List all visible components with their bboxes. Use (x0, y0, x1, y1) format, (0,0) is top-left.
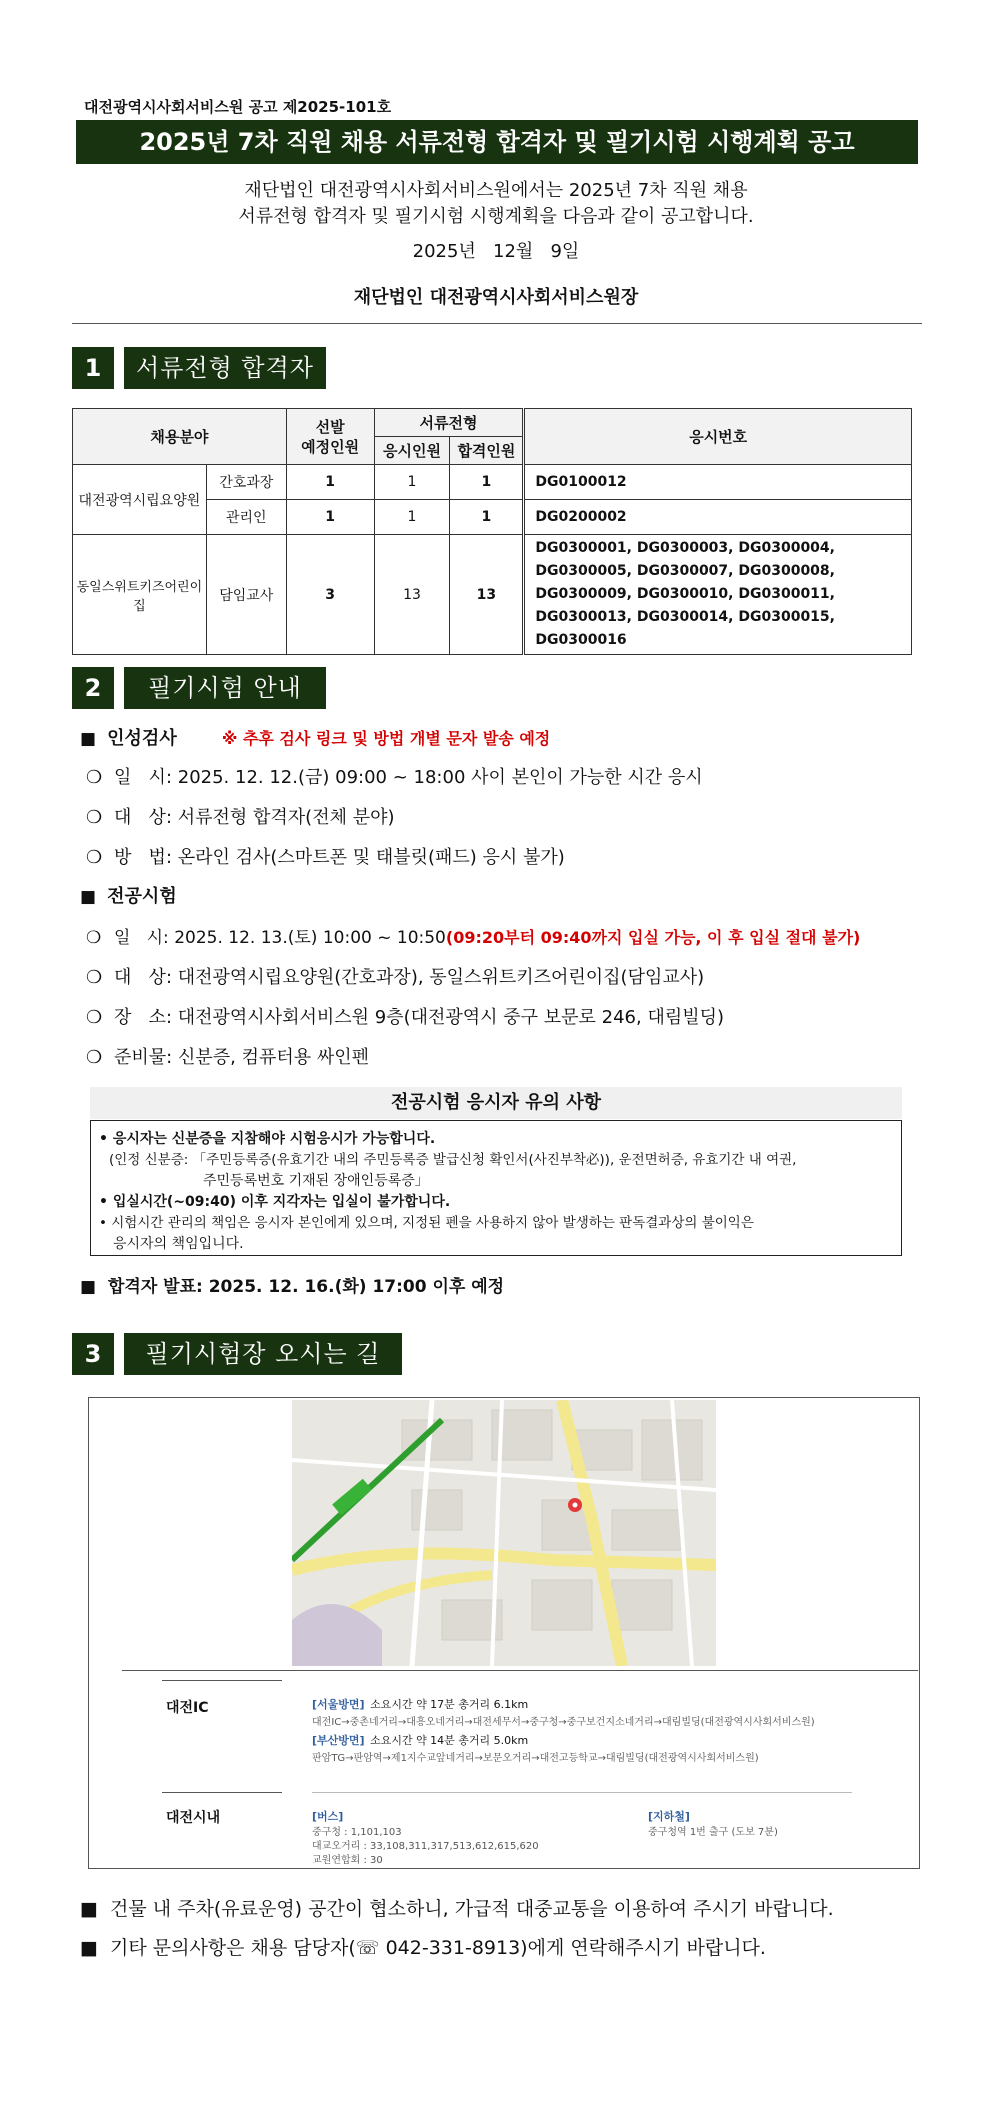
square-bullet-icon: ■ (80, 1937, 98, 1959)
seoul-direction: [서울방면] 소요시간 약 17분 총거리 6.1km (312, 1698, 529, 1711)
cell-planned: 3 (286, 535, 374, 655)
major-items: 신분증, 컴퓨터용 싸인펜 (177, 1047, 370, 1068)
bus-label: [버스] (312, 1810, 344, 1823)
caution-line-6: 응시자의 책임입니다. (113, 1236, 244, 1252)
circle-bullet-icon: ❍ (86, 807, 103, 828)
section-3-number: 3 (72, 1333, 114, 1375)
announce-text: 합격자 발표: 2025. 12. 16.(화) 17:00 이후 예정 (107, 1277, 505, 1297)
section-2-number: 2 (72, 667, 114, 709)
section-1-number: 1 (72, 347, 114, 389)
notice-date: 2025년 12월 9일 (412, 241, 580, 262)
page-title: 2025년 7차 직원 채용 서류전형 합격자 및 필기시험 시행계획 공고 (76, 120, 918, 164)
header-ids: 응시번호 (524, 409, 912, 465)
intro-line-2: 서류전형 합격자 및 필기시험 시행계획을 다음과 같이 공고합니다. (238, 206, 754, 227)
aptitude-method: 온라인 검사(스마트폰 및 태블릿(패드) 응시 불가) (177, 847, 565, 868)
cell-passed: 1 (450, 465, 524, 500)
cell-org: 대전광역시립요양원 (73, 465, 207, 535)
header-field: 채용분야 (73, 409, 287, 465)
footer-parking: ■ 건물 내 주차(유료운영) 공간이 협소하니, 가급적 대중교통을 이용하여 주시기 바랍니다. (80, 1898, 834, 1920)
signer: 재단법인 대전광역시사회서비스원장 (353, 287, 639, 308)
cell-job: 간호과장 (206, 465, 286, 500)
bus-line-2: 대교오거리 : 33,108,311,317,513,612,615,620 (312, 1841, 539, 1852)
cell-applicants: 13 (374, 535, 450, 655)
bus-line-1: 중구청 : 1,101,103 (312, 1827, 402, 1838)
section-1-title: 서류전형 합격자 (124, 347, 326, 389)
cell-job: 관리인 (206, 500, 286, 535)
caution-line-4: • 입실시간(~09:40) 이후 지각자는 입실이 불가합니다. (99, 1194, 451, 1210)
subway-label: [지하철] (648, 1810, 690, 1823)
circle-bullet-icon: ❍ (86, 1007, 103, 1028)
announce-line (80, 1272, 504, 1297)
header-applicants: 응시인원 (374, 437, 450, 465)
cell-ids: DG0100012 (524, 465, 912, 500)
bus-line-3: 교원연합회 : 30 (312, 1855, 383, 1866)
divider (162, 1792, 282, 1793)
footer-contact: ■ 기타 문의사항은 채용 담당자(☏ 042-331-8913)에게 연락해주시기 바랍니다. (80, 1937, 766, 1959)
major-date-warning: (09:20부터 09:40까지 입실 가능, 이 후 입실 절대 불가) (445, 928, 861, 947)
cell-org: 동일스위트키즈어린이집 (73, 535, 207, 655)
major-heading (80, 882, 177, 908)
cell-planned: 1 (286, 500, 374, 535)
caution-line-3: 주민등록번호 기재된 장애인등록증」 (203, 1173, 429, 1189)
cell-applicants: 1 (374, 500, 450, 535)
major-date-line: ❍ 일 시: 2025. 12. 13.(토) 10:00 ~ 10:50(09:20부터 09:40까지 입실 가능, 이 후 입실 절대 불가) (86, 928, 861, 948)
circle-bullet-icon: ❍ (86, 767, 103, 788)
cell-job: 담임교사 (206, 535, 286, 655)
header-doc: 서류전형 (374, 409, 524, 437)
section-3-title: 필기시험장 오시는 길 (124, 1333, 402, 1375)
caution-title: 전공시험 응시자 유의 사항 (90, 1087, 902, 1119)
square-bullet-icon: ■ (80, 1898, 98, 1920)
aptitude-target-line: ❍ 대 상: 서류전형 합격자(전체 분야) (86, 807, 395, 828)
cell-passed: 13 (450, 535, 524, 655)
major-items-line: ❍ 준비물: 신분증, 컴퓨터용 싸인펜 (86, 1047, 370, 1068)
section-2-title: 필기시험 안내 (124, 667, 326, 709)
cell-ids: DG0300001, DG0300003, DG0300004, DG0300005, DG0300007, DG0300008, DG0300009, DG0300010, DG0300011, DG0300013, DG0300014, DG0300015, DG0300016 (524, 535, 912, 655)
intro-line-1: 재단법인 대전광역시사회서비스원에서는 2025년 7차 직원 채용 (244, 180, 748, 201)
square-bullet-icon: ■ (80, 887, 97, 907)
major-target-line: ❍ 대 상: 대전광역시립요양원(간호과장), 동일스위트키즈어린이집(담임교사) (86, 967, 705, 988)
major-place-line: ❍ 장 소: 대전광역시사회서비스원 9층(대전광역시 중구 보문로 246, 대림빌딩) (86, 1007, 725, 1028)
caution-box (90, 1120, 902, 1256)
seoul-route: 대전IC→중촌네거리→대흥오네거리→대전세무서→중구청→중구보건지소네거리→대림빌딩(대전광역시사회서비스원) (312, 1717, 815, 1728)
subway-line: 중구청역 1번 출구 (도보 7분) (648, 1827, 778, 1838)
aptitude-note: ※ 추후 검사 링크 및 방법 개별 문자 발송 예정 (221, 729, 551, 748)
cell-applicants: 1 (374, 465, 450, 500)
caution-line-1: • 응시자는 신분증을 지참해야 시험응시가 가능합니다. (99, 1131, 436, 1147)
results-table (72, 408, 912, 655)
cell-passed: 1 (450, 500, 524, 535)
table-row (73, 465, 912, 500)
notice-number: 대전광역시사회서비스원 공고 제2025-101호 (84, 98, 392, 116)
cell-planned: 1 (286, 465, 374, 500)
aptitude-label: 인성검사 (107, 728, 177, 749)
divider (122, 1670, 918, 1671)
aptitude-heading (80, 724, 550, 750)
busan-direction: [부산방면] 소요시간 약 14분 총거리 5.0km (312, 1734, 529, 1747)
aptitude-date-line: ❍ 일 시: 2025. 12. 12.(금) 09:00 ~ 18:00 사이 본인이 가능한 시간 응시 (86, 767, 703, 788)
divider (162, 1680, 282, 1681)
major-date: 2025. 12. 13.(토) 10:00 ~ 10:50 (174, 928, 446, 948)
square-bullet-icon: ■ (80, 1277, 97, 1297)
ic-label: 대전IC (166, 1700, 209, 1716)
circle-bullet-icon: ❍ (86, 1047, 103, 1068)
header-passed: 합격인원 (450, 437, 524, 465)
major-target: 대전광역시립요양원(간호과장), 동일스위트키즈어린이집(담임교사) (177, 967, 705, 988)
caution-line-5: • 시험시간 관리의 책임은 응시자 본인에게 있으며, 지정된 펜을 사용하지 않아 발생하는 판독결과상의 불이익은 (99, 1215, 754, 1231)
map-graphic (292, 1400, 716, 1666)
circle-bullet-icon: ❍ (86, 847, 103, 868)
circle-bullet-icon: ❍ (86, 928, 102, 948)
aptitude-method-line: ❍ 방 법: 온라인 검사(스마트폰 및 태블릿(패드) 응시 불가) (86, 847, 565, 868)
divider (312, 1792, 852, 1793)
aptitude-target: 서류전형 합격자(전체 분야) (177, 807, 395, 828)
caution-line-2: (인정 신분증: 「주민등록증(유효기간 내의 주민등록증 발급신청 확인서(사진부착必)), 운전면허증, 유효기간 내 여권, (109, 1152, 797, 1168)
cell-ids: DG0200002 (524, 500, 912, 535)
divider (72, 323, 922, 324)
square-bullet-icon: ■ (80, 729, 97, 749)
location-map[interactable] (292, 1400, 716, 1666)
table-row (73, 535, 912, 655)
circle-bullet-icon: ❍ (86, 967, 103, 988)
major-place: 대전광역시사회서비스원 9층(대전광역시 중구 보문로 246, 대림빌딩) (177, 1007, 725, 1028)
city-label: 대전시내 (166, 1810, 221, 1826)
aptitude-date: 2025. 12. 12.(금) 09:00 ~ 18:00 사이 본인이 가능한 시간 응시 (177, 767, 703, 788)
header-planned: 선발 예정인원 (286, 409, 374, 465)
busan-route: 판암TG→판암역→제1지수교앞네거리→보문오거리→대전고등학교→대림빌딩(대전광역시사회서비스원) (312, 1753, 759, 1764)
major-label: 전공시험 (107, 886, 177, 907)
